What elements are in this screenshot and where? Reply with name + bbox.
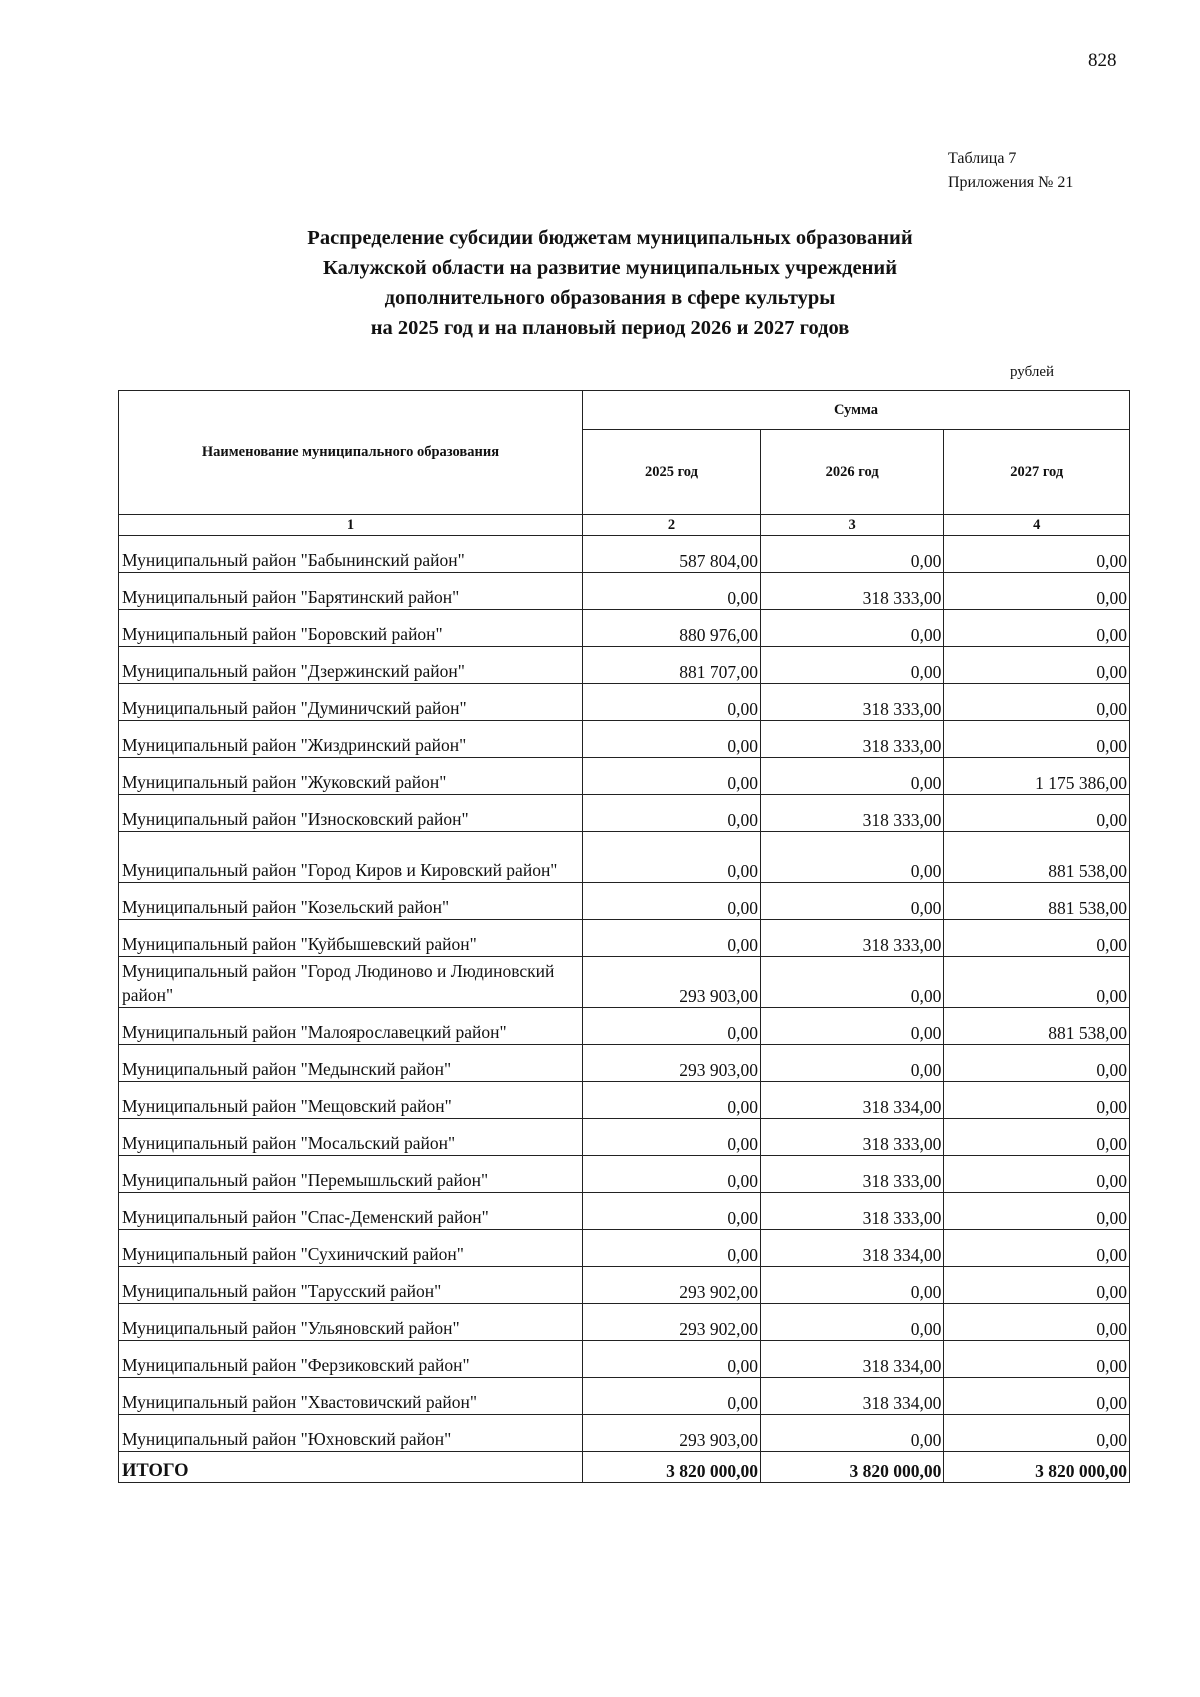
municipality-name-cell: Муниципальный район "Козельский район" [119,883,583,920]
amount-2026-cell: 0,00 [760,758,943,795]
municipality-name-cell: Муниципальный район "Ульяновский район" [119,1304,583,1341]
amount-2026-cell: 318 333,00 [760,1193,943,1230]
amount-2025-cell: 293 903,00 [582,1045,760,1082]
header-row [119,391,1130,430]
amount-2025-cell: 0,00 [582,758,760,795]
amount-2025-cell: 880 976,00 [582,610,760,647]
amount-2025-cell: 0,00 [582,1378,760,1415]
header-year-2026: 2026 год [760,430,943,515]
column-numbers-row [119,515,1130,536]
table-row [119,536,1130,573]
table-reference: Таблица 7 [948,150,1017,167]
amount-2027-cell: 1 175 386,00 [944,758,1130,795]
table-row [119,1378,1130,1415]
amount-2025-cell: 293 903,00 [582,957,760,1008]
column-number: 3 [760,515,943,536]
table-row [119,1415,1130,1452]
table-row [119,1119,1130,1156]
title-line: дополнительного образования в сфере культуры [384,287,836,309]
table-row [119,1008,1130,1045]
amount-2026-cell: 318 333,00 [760,920,943,957]
amount-2027-cell: 0,00 [944,573,1130,610]
table-row [119,1082,1130,1119]
municipality-name-cell: Муниципальный район "Медынский район" [119,1045,583,1082]
total-label: ИТОГО [119,1452,583,1483]
amount-2026-cell: 318 334,00 [760,1378,943,1415]
header-year-2027: 2027 год [944,430,1130,515]
amount-2025-cell: 0,00 [582,883,760,920]
amount-2026-cell: 318 334,00 [760,1230,943,1267]
amount-2025-cell: 0,00 [582,832,760,883]
table-row [119,1341,1130,1378]
title-line: на 2025 год и на плановый период 2026 и 2027 годов [370,317,850,339]
amount-2027-cell: 0,00 [944,1267,1130,1304]
amount-2025-cell: 587 804,00 [582,536,760,573]
amount-2027-cell: 0,00 [944,610,1130,647]
amount-2025-cell: 0,00 [582,1193,760,1230]
table-row [119,1304,1130,1341]
municipality-name-cell: Муниципальный район "Хвастовичский район" [119,1378,583,1415]
amount-2026-cell: 0,00 [760,1304,943,1341]
amount-2025-cell: 0,00 [582,1082,760,1119]
amount-2026-cell: 318 333,00 [760,721,943,758]
amount-2026-cell: 0,00 [760,883,943,920]
title-line: Калужской области на развитие муниципальных учреждений [322,257,898,279]
amount-2025-cell: 0,00 [582,920,760,957]
amount-2027-cell: 0,00 [944,920,1130,957]
table-row [119,684,1130,721]
municipality-name-cell: Муниципальный район "Бабынинский район" [119,536,583,573]
municipality-name-cell: Муниципальный район "Город Людиново и Людиновский район" [119,957,583,1008]
amount-2025-cell: 0,00 [582,1341,760,1378]
header-year-2025: 2025 год [582,430,760,515]
table-row [119,721,1130,758]
municipality-name-cell: Муниципальный район "Куйбышевский район" [119,920,583,957]
units-label: рублей [1010,364,1055,380]
table-row [119,920,1130,957]
municipality-name-cell: Муниципальный район "Малоярославецкий район" [119,1008,583,1045]
municipality-name-cell: Муниципальный район "Юхновский район" [119,1415,583,1452]
amount-2027-cell: 0,00 [944,1082,1130,1119]
amount-2027-cell: 0,00 [944,721,1130,758]
amount-2027-cell: 881 538,00 [944,832,1130,883]
document-title [160,223,1060,343]
total-2026-cell: 3 820 000,00 [760,1452,943,1483]
amount-2026-cell: 0,00 [760,1267,943,1304]
amount-2027-cell: 881 538,00 [944,1008,1130,1045]
municipality-name-cell: Муниципальный район "Спас-Деменский район" [119,1193,583,1230]
amount-2026-cell: 0,00 [760,1415,943,1452]
table-row [119,795,1130,832]
table-body [119,515,1130,1483]
amount-2026-cell: 0,00 [760,957,943,1008]
amount-2026-cell: 0,00 [760,536,943,573]
amount-2026-cell: 318 333,00 [760,1119,943,1156]
table-row [119,610,1130,647]
table-row [119,1230,1130,1267]
municipality-name-cell: Муниципальный район "Износковский район" [119,795,583,832]
table-row [119,832,1130,883]
total-row [119,1452,1130,1483]
amount-2025-cell: 293 903,00 [582,1415,760,1452]
amount-2027-cell: 0,00 [944,647,1130,684]
page-number: 828 [1088,50,1117,71]
column-number: 1 [119,515,583,536]
column-number: 2 [582,515,760,536]
municipality-name-cell: Муниципальный район "Мосальский район" [119,1119,583,1156]
municipality-name-cell: Муниципальный район "Боровский район" [119,610,583,647]
amount-2026-cell: 0,00 [760,647,943,684]
amount-2027-cell: 0,00 [944,1045,1130,1082]
amount-2027-cell: 0,00 [944,1230,1130,1267]
table-row [119,1193,1130,1230]
amount-2027-cell: 0,00 [944,795,1130,832]
header-sum-group: Сумма [582,391,1129,430]
amount-2026-cell: 318 333,00 [760,573,943,610]
table-row [119,957,1130,1008]
municipality-name-cell: Муниципальный район "Сухиничский район" [119,1230,583,1267]
municipality-name-cell: Муниципальный район "Ферзиковский район" [119,1341,583,1378]
municipality-name-cell: Муниципальный район "Город Киров и Кировский район" [119,832,583,883]
municipality-name-cell: Муниципальный район "Перемышльский район" [119,1156,583,1193]
column-number: 4 [944,515,1130,536]
amount-2027-cell: 0,00 [944,1156,1130,1193]
annex-reference: Приложения № 21 [948,174,1074,191]
table-row [119,1156,1130,1193]
municipality-name-cell: Муниципальный район "Думиничский район" [119,684,583,721]
amount-2027-cell: 0,00 [944,1119,1130,1156]
amount-2025-cell: 0,00 [582,795,760,832]
appendix-reference [948,147,1073,195]
amount-2026-cell: 318 333,00 [760,684,943,721]
amount-2026-cell: 0,00 [760,1008,943,1045]
municipality-name-cell: Муниципальный район "Жиздринский район" [119,721,583,758]
table-row [119,1267,1130,1304]
amount-2025-cell: 0,00 [582,573,760,610]
amount-2025-cell: 293 902,00 [582,1304,760,1341]
table-row [119,573,1130,610]
table-row [119,647,1130,684]
total-2027-cell: 3 820 000,00 [944,1452,1130,1483]
header-municipality-name: Наименование муниципального образования [119,391,583,515]
amount-2025-cell: 293 902,00 [582,1267,760,1304]
municipality-name-cell: Муниципальный район "Мещовский район" [119,1082,583,1119]
amount-2026-cell: 0,00 [760,832,943,883]
amount-2027-cell: 0,00 [944,1341,1130,1378]
municipality-name-cell: Муниципальный район "Тарусский район" [119,1267,583,1304]
amount-2025-cell: 0,00 [582,1156,760,1193]
municipality-name-cell: Муниципальный район "Дзержинский район" [119,647,583,684]
amount-2026-cell: 318 333,00 [760,795,943,832]
municipality-name-cell: Муниципальный район "Жуковский район" [119,758,583,795]
amount-2026-cell: 318 334,00 [760,1341,943,1378]
amount-2025-cell: 0,00 [582,1008,760,1045]
amount-2027-cell: 0,00 [944,684,1130,721]
amount-2026-cell: 318 333,00 [760,1156,943,1193]
amount-2025-cell: 0,00 [582,721,760,758]
amount-2027-cell: 0,00 [944,1304,1130,1341]
amount-2026-cell: 318 334,00 [760,1082,943,1119]
amount-2026-cell: 0,00 [760,610,943,647]
amount-2027-cell: 0,00 [944,536,1130,573]
title-line: Распределение субсидии бюджетам муниципальных образований [307,227,913,249]
amount-2026-cell: 0,00 [760,1045,943,1082]
total-2025-cell: 3 820 000,00 [582,1452,760,1483]
amount-2027-cell: 881 538,00 [944,883,1130,920]
amount-2025-cell: 0,00 [582,1230,760,1267]
municipality-name-cell: Муниципальный район "Барятинский район" [119,573,583,610]
amount-2027-cell: 0,00 [944,1193,1130,1230]
amount-2025-cell: 0,00 [582,684,760,721]
table-row [119,1045,1130,1082]
table-row [119,758,1130,795]
subsidy-table [118,390,1130,1483]
amount-2027-cell: 0,00 [944,1415,1130,1452]
amount-2027-cell: 0,00 [944,957,1130,1008]
amount-2025-cell: 881 707,00 [582,647,760,684]
amount-2027-cell: 0,00 [944,1378,1130,1415]
table-row [119,883,1130,920]
amount-2025-cell: 0,00 [582,1119,760,1156]
